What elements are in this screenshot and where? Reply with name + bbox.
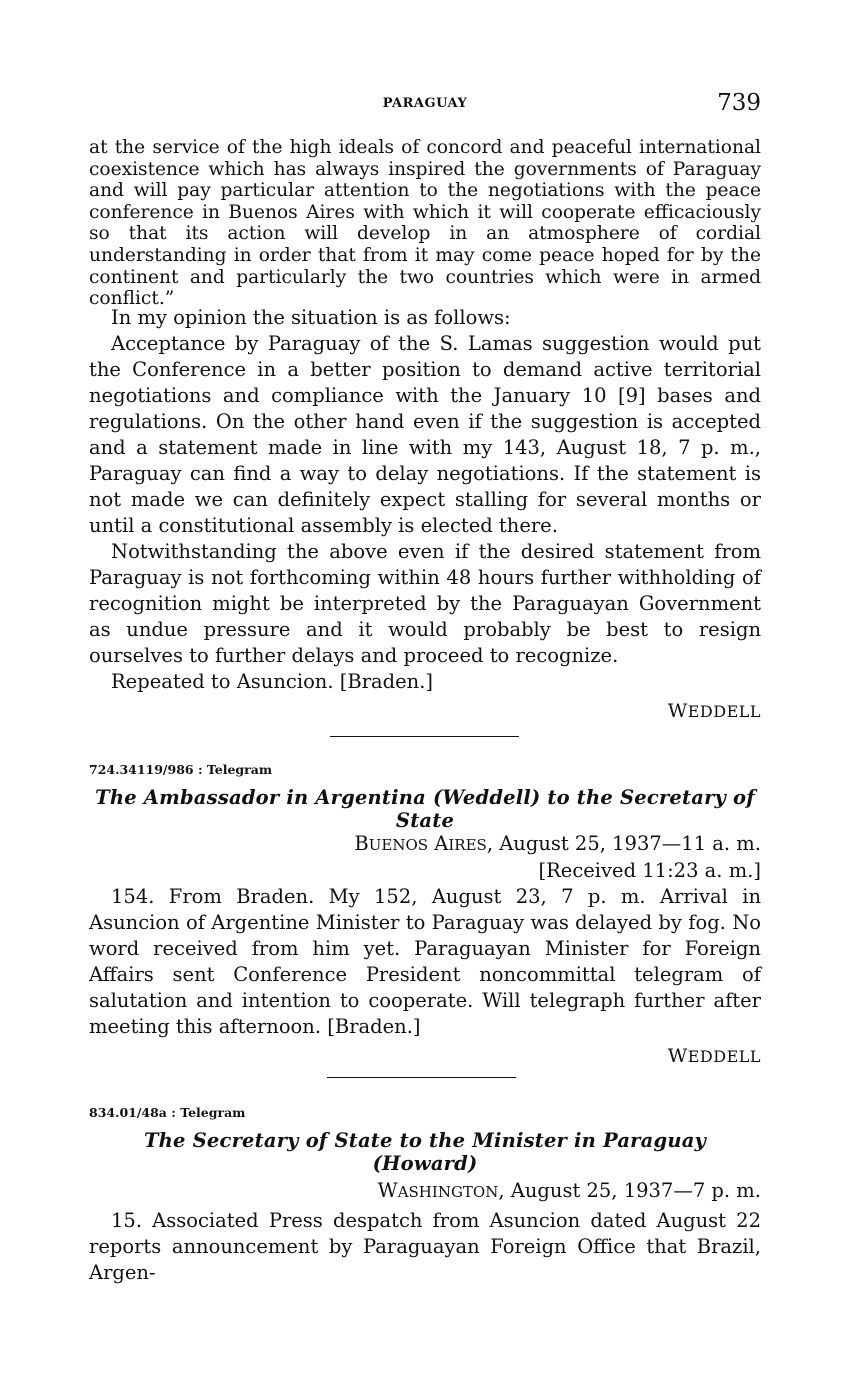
body-paragraph: Notwithstanding the above even if the desired statement from Paraguay is not forthcoming within 48 hours further withholding of recognition might be interpreted by the Paraguayan Government as undue pressure and it would probably be best to resign ourselves to further delays and proceed to recognize.: [89, 540, 761, 667]
document-title: The Ambassador in Argentina (Weddell) to the Secretary of State: [95, 786, 755, 832]
place-rest: IRES: [448, 836, 487, 854]
body-paragraph: In my opinion the situation is as follows:: [111, 306, 511, 329]
date-text: , August 25, 1937—7 p. m.: [498, 1179, 761, 1202]
signature-rest: EDDELL: [687, 1047, 761, 1066]
telegram-body: [89, 1208, 761, 1286]
dateline: [378, 1178, 761, 1205]
signature-initial: W: [667, 700, 688, 722]
place-initial: A: [434, 832, 449, 855]
received-note: [Received 11:23 a. m.]: [538, 859, 761, 882]
running-head: [89, 90, 761, 118]
signature-initial: W: [667, 1045, 688, 1067]
place-initial: B: [354, 832, 369, 855]
file-reference: 834.01/48a : Telegram: [89, 1105, 246, 1120]
place-rest: ASHINGTON: [397, 1183, 499, 1201]
place-rest: UENOS: [368, 836, 429, 854]
quote-paragraph: at the service of the high ideals of concord and peaceful international coexistence which has always inspired the governments of Paraguay and will pay particular attention to the negotiations with the peace conference in Buenos Aires with which it will cooperate efficaciously so that its action will develop in an atmosphere of cordial understanding in order that from it may come peace hoped for by the continent and particularly the two countries which were in armed conflict.”: [89, 137, 761, 310]
body-paragraph: Acceptance by Paraguay of the S. Lamas suggestion would put the Conference in a better position to demand active territorial negotiations and compliance with the January 10 [9] bases and regulations. On the other hand even if the suggestion is accepted and a statement made in line with my 143, August 18, 7 p. m., Paraguay can find a way to delay negotiations. If the statement is not made we can definitely expect stalling for several months or until a constitutional assembly is elected there.: [89, 332, 761, 537]
signature: [668, 1045, 761, 1067]
section-divider: [330, 736, 519, 737]
body-paragraph: 154. From Braden. My 152, August 23, 7 p. m. Arrival in Asuncion of Argentine Minister to Paraguay was delayed by fog. No word received from him yet. Paraguayan Minister for Foreign Affairs sent Conference President noncommittal telegram of salutation and intention to cooperate. Will telegraph further after meeting this afternoon. [Braden.]: [89, 885, 761, 1038]
telegram-body: [89, 884, 761, 1040]
signature: [668, 700, 761, 722]
signature-rest: EDDELL: [687, 702, 761, 721]
dateline: [354, 831, 761, 884]
date-text: , August 25, 1937—11 a. m.: [486, 832, 761, 855]
file-reference: 724.34119/986 : Telegram: [89, 762, 273, 777]
quoted-statement: [89, 137, 761, 310]
body-paragraph: Repeated to Asuncion. [Braden.]: [111, 670, 434, 693]
section-divider: [327, 1077, 516, 1078]
document-title: The Secretary of State to the Minister in Paraguay (Howard): [143, 1129, 707, 1175]
page-number: 739: [717, 90, 761, 116]
running-title: PARAGUAY: [382, 96, 468, 111]
place-initial: W: [377, 1179, 398, 1202]
opinion-section: [89, 305, 761, 695]
body-paragraph: 15. Associated Press despatch from Asuncion dated August 22 reports announcement by Paraguayan Foreign Office that Brazil, Argen-: [89, 1209, 761, 1284]
